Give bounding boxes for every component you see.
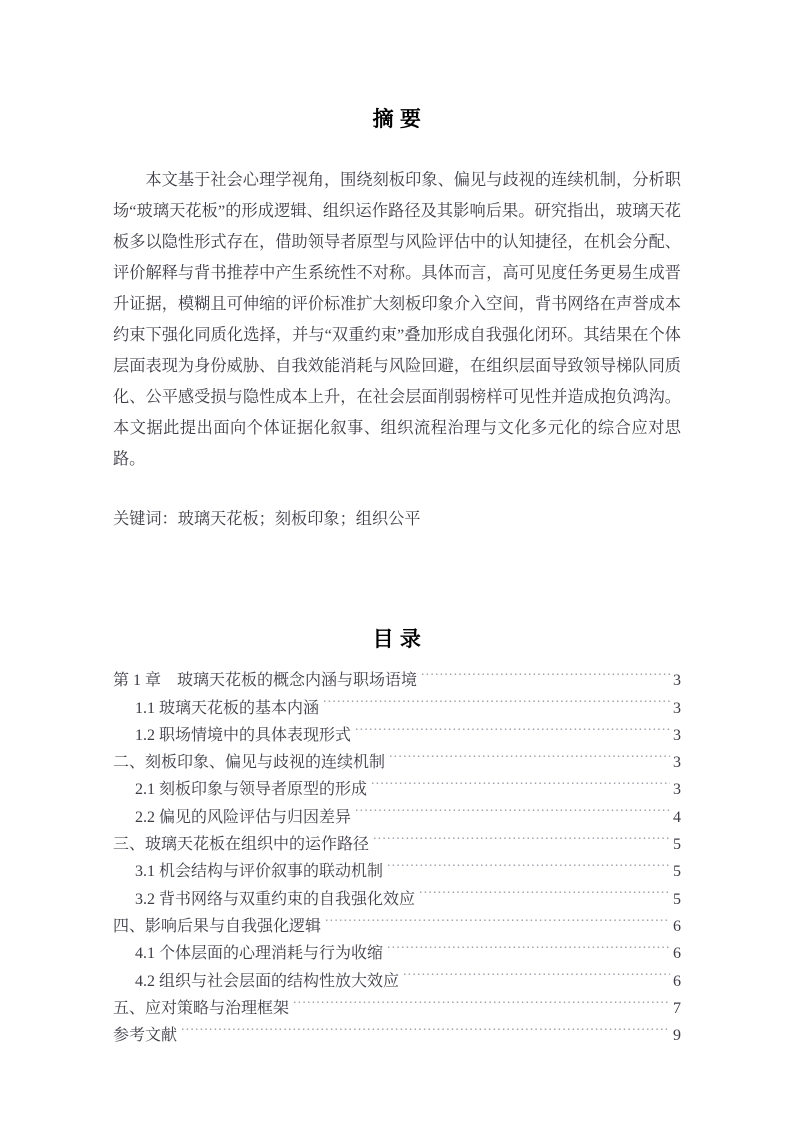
toc-dot-leader [419,888,670,904]
toc-entry-title: 3.1 机会结构与评价叙事的联动机制 [135,863,384,881]
toc-dot-leader [181,1024,670,1040]
toc-dot-leader [325,915,670,931]
toc-entry[interactable] [113,886,681,913]
toc-dot-leader [371,778,670,794]
toc-entry-page-number: 5 [673,836,681,854]
toc-entry-page-number: 3 [673,726,681,744]
toc-dot-leader [403,970,670,986]
abstract-keywords: 关键词：玻璃天花板；刻板印象；组织公平 [113,510,421,528]
toc-dot-leader [387,942,670,958]
toc-dot-leader [355,724,670,740]
toc-entry[interactable] [113,913,681,940]
abstract-heading: 摘 要 [372,107,422,131]
toc-entry[interactable] [113,831,681,858]
toc-entry-title: 4.2 组织与社会层面的结构性放大效应 [135,972,400,990]
toc-entry-title: 第 1 章 玻璃天花板的概念内涵与职场语境 [113,672,418,690]
toc-entry[interactable] [113,858,681,885]
toc-entry-page-number: 3 [673,754,681,772]
toc-entry-page-number: 5 [673,863,681,881]
toc-entry-page-number: 4 [673,808,681,826]
page-content [113,0,681,1049]
section-spacer [113,551,681,623]
toc-heading: 目 录 [372,627,422,652]
toc-dot-leader [373,833,670,849]
toc-dot-leader [355,806,670,822]
toc-entry[interactable] [113,667,681,694]
toc-entry[interactable] [113,722,681,749]
toc-entry-title: 3.2 背书网络与双重约束的自我强化效应 [135,890,416,908]
toc-entry[interactable] [113,940,681,967]
toc-dot-leader [323,697,670,713]
toc-entry-page-number: 6 [673,945,681,963]
toc-entry-title: 五、应对策略与治理框架 [113,999,290,1017]
toc-entry[interactable] [113,749,681,776]
toc-dot-leader [293,997,670,1013]
table-of-contents [113,667,681,1049]
toc-dot-leader [389,751,670,767]
toc-entry[interactable] [113,968,681,995]
toc-entry-title: 2.2 偏见的风险评估与归因差异 [135,808,352,826]
toc-entry-title: 参考文献 [113,1027,178,1045]
toc-dot-leader [387,860,670,876]
toc-entry-page-number: 3 [673,672,681,690]
toc-entry-page-number: 5 [673,890,681,908]
toc-entry-title: 1.1 玻璃天花板的基本内涵 [135,699,320,717]
toc-entry[interactable] [113,804,681,831]
toc-entry-page-number: 6 [673,972,681,990]
toc-entry-page-number: 3 [673,781,681,799]
toc-entry-title: 四、影响后果与自我强化逻辑 [113,917,322,935]
toc-entry-title: 二、刻板印象、偏见与歧视的连续机制 [113,754,386,772]
abstract-body-text: 本文基于社会心理学视角，围绕刻板印象、偏见与歧视的连续机制，分析职场“玻璃天花板”的形成逻辑、组织运作路径及其影响后果。研究指出，玻璃天花板多以隐性形式存在，借助领导者原型与风险评估中的认知捷径，在机会分配、评价解释与背书推荐中产生系统性不对称。具体而言，高可见度任务更易生成晋升证据，模糊且可伸缩的评价标准扩大刻板印象介入空间，背书网络在声誉成本约束下强化同质化选择，并与“双重约束”叠加形成自我强化闭环。其结果在个体层面表现为身份威胁、自我效能消耗与风险回避，在组织层面导致领导梯队同质化、公平感受损与隐性成本上升，在社会层面削弱榜样可见性并造成抱负鸿沟。本文据此提出面向个体证据化叙事、组织流程治理与文化多元化的综合应对思路。 [113,171,681,468]
toc-entry[interactable] [113,695,681,722]
toc-entry[interactable] [113,1022,681,1049]
toc-entry-title: 三、玻璃天花板在组织中的运作路径 [113,836,370,854]
toc-entry[interactable] [113,776,681,803]
toc-entry-title: 4.1 个体层面的心理消耗与行为收缩 [135,945,384,963]
toc-entry-page-number: 7 [673,999,681,1017]
toc-dot-leader [421,669,670,685]
toc-entry-page-number: 9 [673,1027,681,1045]
toc-entry-page-number: 3 [673,699,681,717]
toc-entry-page-number: 6 [673,917,681,935]
toc-entry-title: 2.1 刻板印象与领导者原型的形成 [135,781,368,799]
toc-entry[interactable] [113,995,681,1022]
toc-entry-title: 1.2 职场情境中的具体表现形式 [135,726,352,744]
